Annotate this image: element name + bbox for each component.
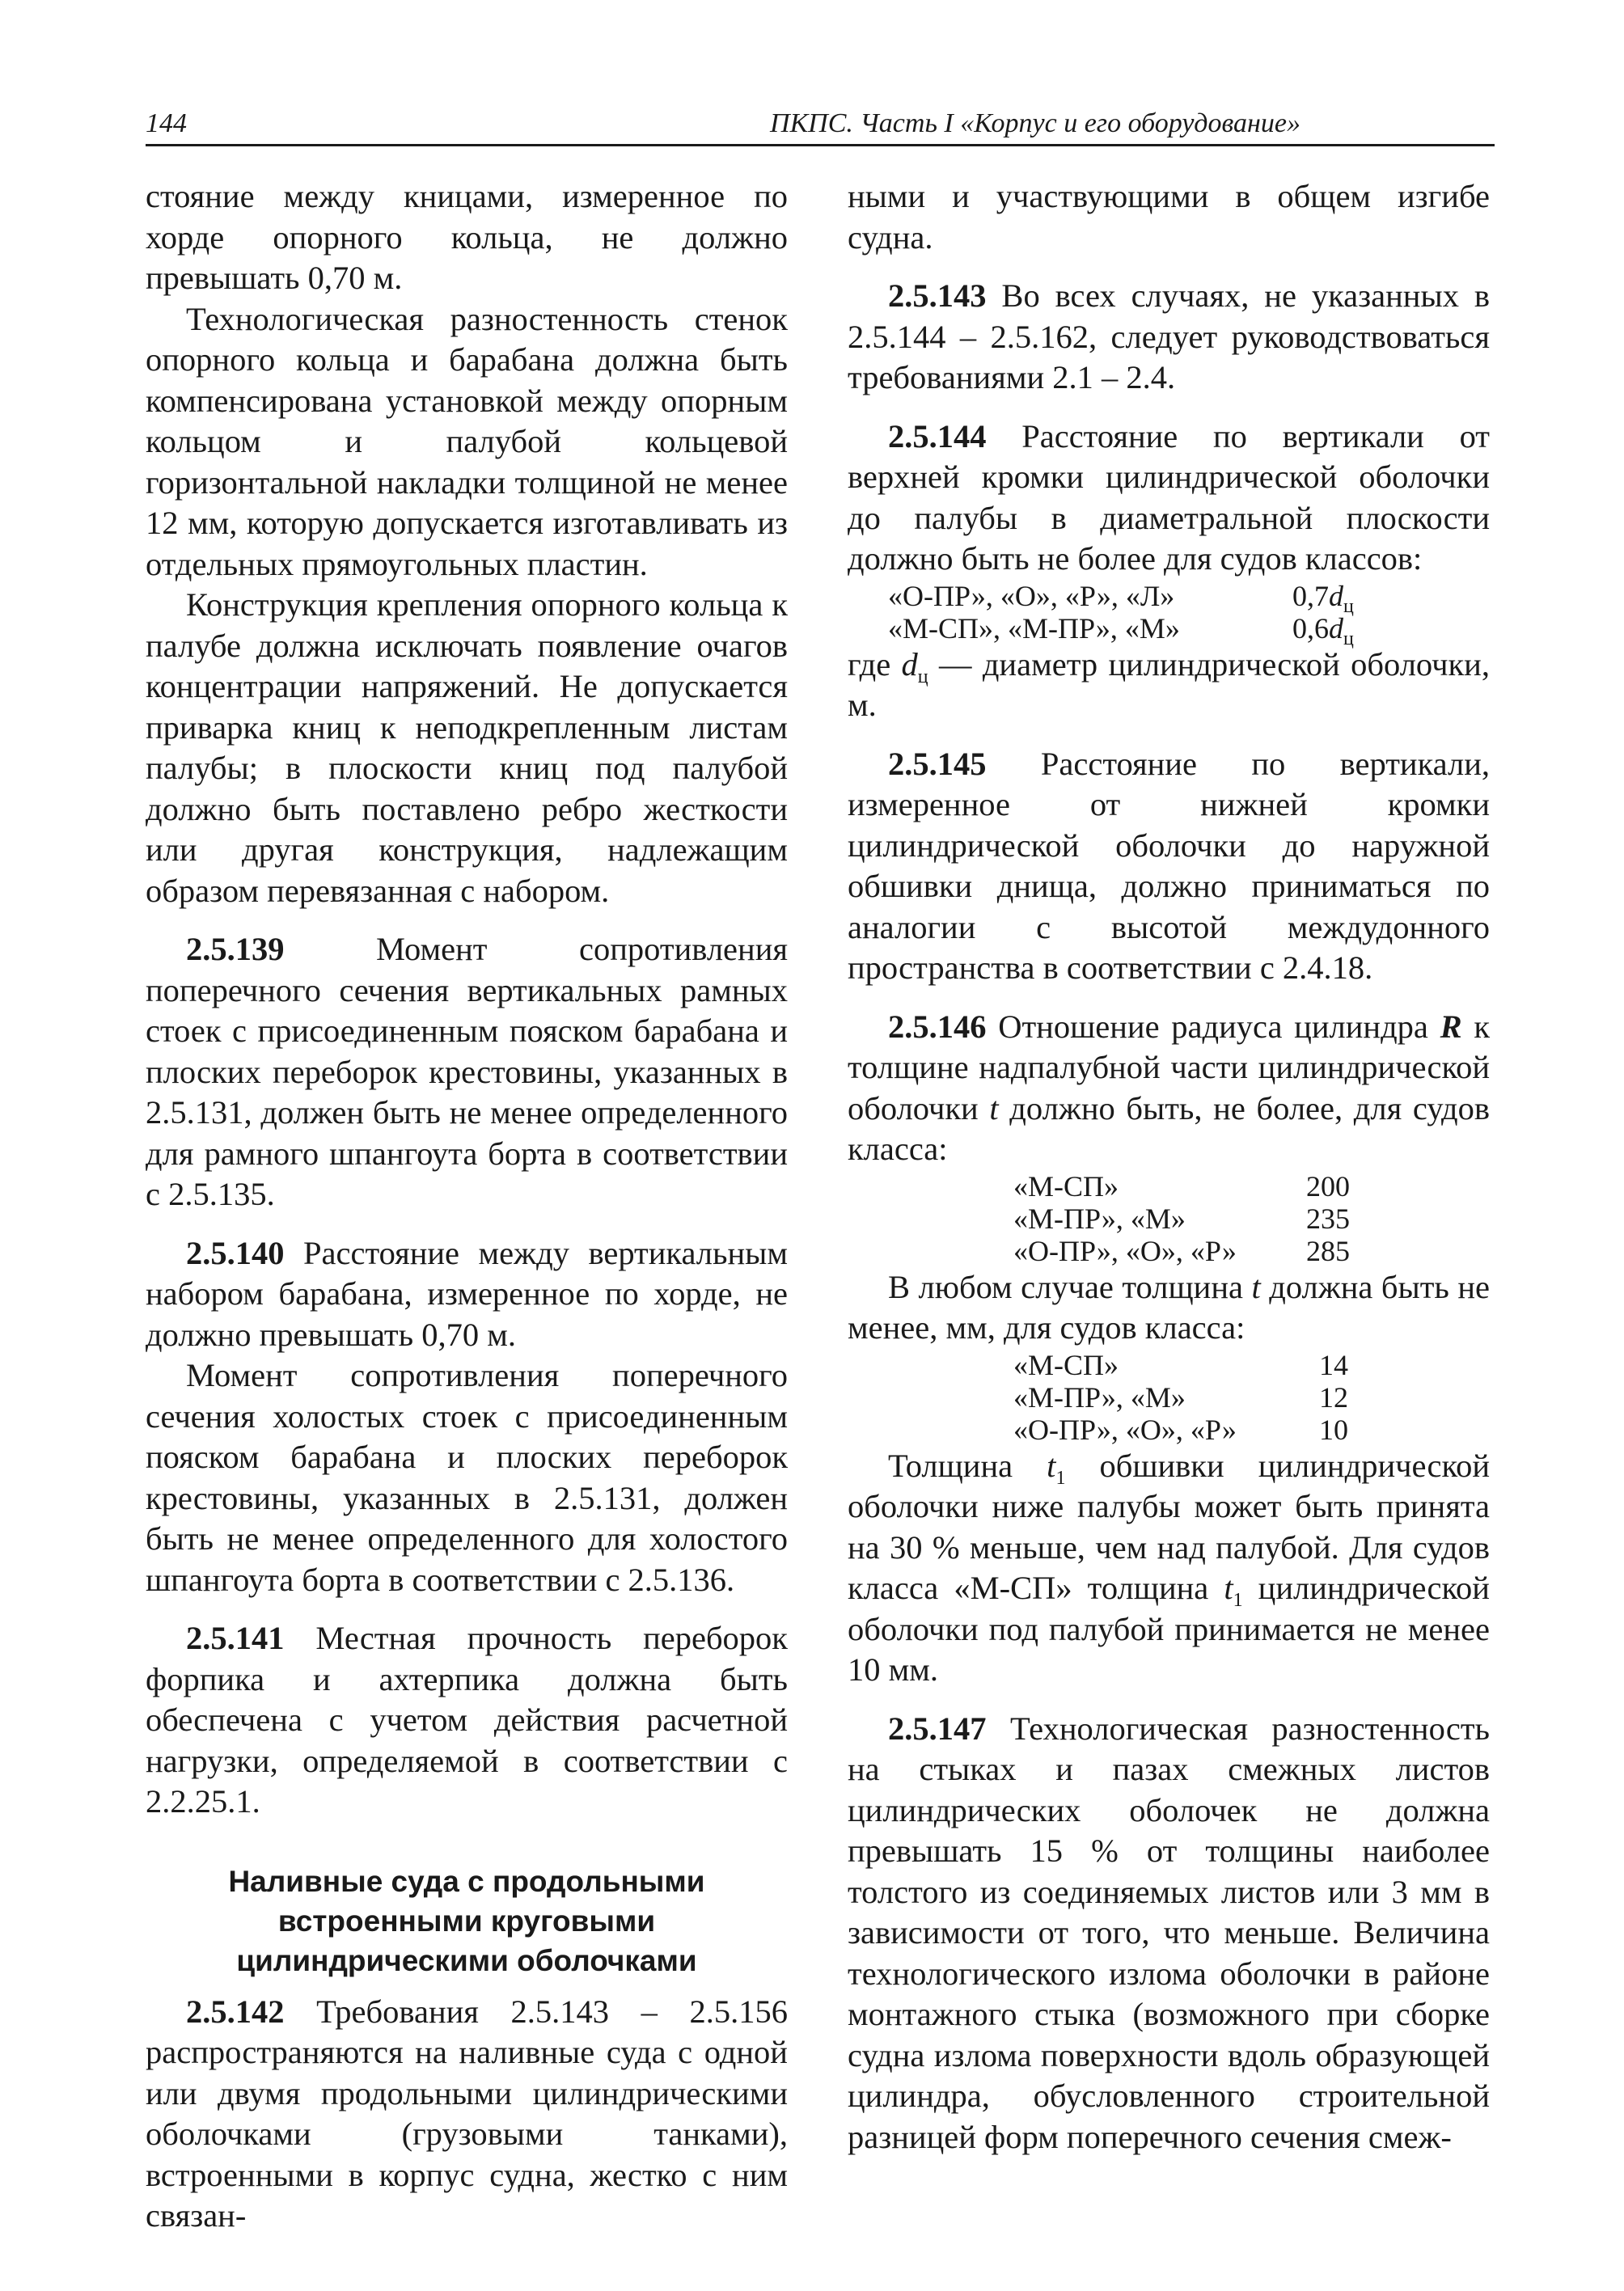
section-2-5-142 bbox=[146, 1992, 788, 2237]
section-text: Момент сопротивления поперечного сечения вертикальных рамных стоек с присоединенным пояском барабана и плоских переборок крестовины, указанных в 2.5.131, должен быть не менее определенного для рамного шпангоута борта в соответствии с 2.5.135. bbox=[146, 931, 788, 1212]
running-title: ПКПС. Часть I «Корпус и его оборудование» bbox=[770, 108, 1300, 138]
section-number: 2.5.145 bbox=[888, 745, 987, 782]
section-2-5-139 bbox=[146, 929, 788, 1215]
table-146-ratio bbox=[1013, 1170, 1350, 1267]
value-cell: $0,7d_ц$ bbox=[1292, 579, 1354, 617]
section-heading: Наливные суда с продольными встроенными круговыми цилиндрическими оболочками bbox=[228, 1864, 705, 1977]
table-row: «О-ПР», «О», «Р» 285 bbox=[1013, 1234, 1350, 1267]
table-row: «М-СП» 200 bbox=[1013, 1169, 1350, 1203]
paragraph: Толщина $t_1$ обшивки цилиндрической оболочки ниже палубы может быть принята на 30 % меньше, чем над палубой. Для судов класса «М-СП» толщина $t_1$ цилиндрической оболочки под палубой принимается не менее 10 мм. bbox=[848, 1447, 1490, 1688]
paragraph: Технологическая разностенность стенок опорного кольца и барабана должна быть компенсирована установкой между опорным кольцом и палубой кольцевой горизонтальной накладки толщиной не менее 12 мм, которую допускается изготавливать из отдельных прямоугольных пластин. bbox=[146, 300, 788, 582]
paragraph: Конструкция крепления опорного кольца к палубе должна исключать появление очагов концентрации напряжений. Не допускается приварка книц к неподкрепленным листам палубы; в плоскости книц под палубой должно быть поставлено ребро жесткости или другая конструкция, надлежащим образом перевязанная с набором. bbox=[146, 586, 788, 909]
paragraph: ными и участвующими в общем изгибе судна. bbox=[848, 178, 1490, 256]
section-2-5-146: 2.5.146 Отношение радиуса цилиндра R к толщине надпалубной части цилиндрической оболочки t должно быть, не более, для судов класса: bbox=[848, 1008, 1491, 1167]
class-name: «М-СП», «М-ПР», «М» bbox=[888, 611, 1180, 645]
table-row: «О-ПР», «О», «Р» 10 bbox=[1013, 1413, 1348, 1446]
class-name: «О-ПР», «О», «Р», «Л» bbox=[888, 579, 1175, 612]
section-text: Требования 2.5.143 – 2.5.156 распространяются на наливные суда с одной или двумя продольными цилиндрическими оболочками (грузовыми танками), встроенными в корпус судна, жестко с ним связан- bbox=[146, 1993, 788, 2234]
section-2-5-145 bbox=[848, 744, 1490, 989]
section-text: Расстояние по вертикали, измеренное от нижней кромки цилиндрической оболочки до наружной обшивки днища, должно приниматься по аналогии с высотой междудонного пространства в соответствии с 2.4.18. bbox=[848, 745, 1490, 986]
section-number: 2.5.142 bbox=[186, 1993, 285, 2030]
table-row: «М-ПР», «М» 235 bbox=[1013, 1202, 1350, 1235]
section-2-5-143 bbox=[848, 276, 1490, 399]
section-2-5-147 bbox=[848, 1709, 1490, 2158]
running-header bbox=[146, 104, 1495, 146]
section-number: 2.5.143 bbox=[888, 277, 987, 314]
paragraph: В любом случае толщина t должна быть не менее, мм, для судов класса: bbox=[848, 1268, 1490, 1346]
section-number: 2.5.147 bbox=[888, 1710, 987, 1747]
section-number: 2.5.146 bbox=[888, 1008, 987, 1045]
section-number: 2.5.139 bbox=[186, 931, 285, 967]
section-text: Местная прочность переборок форпика и ахтерпика должна быть обеспечена с учетом действия расчетной нагрузки, определяемой в соответствии с 2.2.25.1. bbox=[146, 1620, 788, 1820]
section-number: 2.5.140 bbox=[186, 1234, 285, 1271]
table-row bbox=[888, 580, 1354, 612]
section-number: 2.5.141 bbox=[186, 1620, 285, 1656]
value-cell: $0,6d_ц$ bbox=[1292, 611, 1354, 649]
section-2-5-141 bbox=[146, 1618, 788, 1823]
left-column bbox=[146, 176, 788, 2237]
page-number: 144 bbox=[146, 108, 187, 138]
paragraph: стояние между кницами, измеренное по хорде опорного кольца, не должно превышать 0,70 м. bbox=[146, 178, 788, 296]
section-text: Расстояние по вертикали от верхней кромки цилиндрической оболочки до палубы в диаметральной плоскости должно быть не более для судов классов: bbox=[848, 417, 1490, 577]
section-text: Технологическая разностенность на стыках и пазах смежных листов цилиндрических оболочек не должна превышать 15 % от толщины наиболее толстого из соединяемых листов или 3 мм в зависимости от того, что меньше. Величина технологического излома оболочки в районе монтажного стыка (возможного при сборке судна излома поверхности вдоль образующей цилиндра, обусловленного строительной разницей форм поперечного сечения смеж- bbox=[848, 1710, 1490, 2155]
table-row: «М-СП» 14 bbox=[1013, 1348, 1348, 1381]
right-column bbox=[848, 176, 1490, 2158]
table-row bbox=[888, 612, 1354, 645]
section-text: Расстояние между вертикальным набором барабана, измеренное по хорде, не должно превышать 0,70 м. bbox=[146, 1234, 788, 1353]
section-number: 2.5.144 bbox=[888, 417, 987, 454]
section-2-5-140 bbox=[146, 1233, 788, 1356]
section-text: Во всех случаях, не указанных в 2.5.144 – 2.5.162, следует руководствоваться требованиями 2.1 – 2.4. bbox=[848, 277, 1490, 395]
table-144 bbox=[888, 579, 1354, 649]
section-2-5-144 bbox=[848, 416, 1490, 580]
paragraph: где $d_ц$ — диаметр цилиндрической оболочки, м. bbox=[848, 645, 1490, 723]
table-row: «М-ПР», «М» 12 bbox=[1013, 1380, 1348, 1414]
table-146-min-thickness bbox=[1013, 1349, 1348, 1446]
paragraph: Момент сопротивления поперечного сечения холостых стоек с присоединенным пояском барабана и плоских переборок крестовины, указанных в 2.5.131, должен быть не менее определенного для холостого шпангоута борта в соответствии с 2.5.136. bbox=[146, 1357, 788, 1598]
